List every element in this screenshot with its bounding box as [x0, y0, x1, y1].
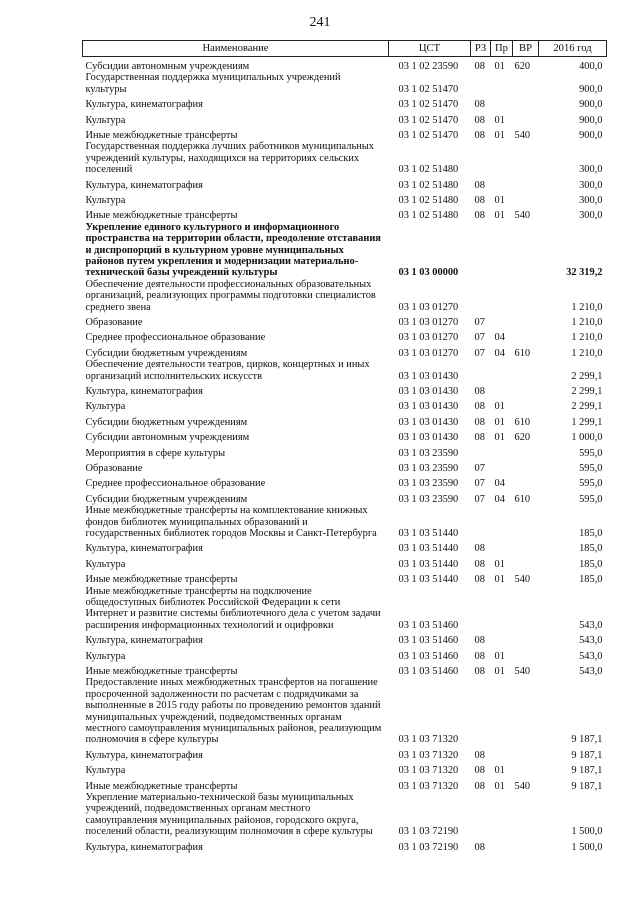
row-pr-cell: 01 — [494, 210, 505, 222]
row-vr-cell — [513, 838, 539, 853]
row-amount-cell: 2 299,1 — [571, 385, 603, 397]
table-row — [83, 505, 607, 539]
row-pr-cell — [491, 141, 513, 175]
row-name-cell: Иные межбюджетные трансферты на подключение общедоступных библиотек Российской Федерации к сети Интернет и развитие системы библиотечного дела с учетом задачи расширения информационных технологий и оцифровки — [85, 585, 381, 631]
row-amount-cell: 9 187,1 — [571, 734, 603, 746]
row-cst-cell: 03 1 03 72190 — [398, 826, 459, 838]
row-pr-cell — [491, 746, 513, 761]
header-cst: ЦСТ — [389, 41, 471, 57]
row-vr-cell — [513, 474, 539, 489]
table-row — [83, 539, 607, 554]
row-vr-cell — [513, 328, 539, 343]
row-cst-cell: 03 1 03 51460 — [398, 665, 459, 677]
row-pr-cell: 01 — [494, 780, 505, 792]
row-name-cell: Субсидии бюджетным учреждениям — [85, 347, 248, 359]
header-pr: Пр — [491, 41, 513, 57]
row-name-cell: Мероприятия в сфере культуры — [85, 447, 226, 459]
row-name-cell: Иные межбюджетные трансферты на комплектование книжных фондов библиотек муниципальных образований и государственных библиотек городов Москвы и Санкт-Петербурга — [85, 505, 377, 539]
row-rz-cell — [471, 72, 491, 95]
row-cst-cell: 03 1 02 23590 — [398, 60, 459, 72]
row-pr-cell — [491, 72, 513, 95]
row-name-cell: Субсидии бюджетным учреждениям — [85, 493, 248, 505]
row-pr-cell — [491, 586, 513, 632]
row-pr-cell: 01 — [494, 665, 505, 677]
row-rz-cell — [471, 677, 491, 745]
table-row — [83, 459, 607, 474]
row-name-cell: Культура, кинематография — [85, 385, 203, 397]
row-amount-cell: 185,0 — [579, 558, 603, 570]
row-rz-cell: 08 — [474, 574, 485, 586]
row-cst-cell: 03 1 02 51480 — [398, 179, 459, 191]
row-name-cell: Иные межбюджетные трансферты — [85, 129, 238, 141]
table-row — [83, 586, 607, 632]
row-name-cell: Укрепление материально-технической базы муниципальных учреждений, подведомственных органам местного самоуправления муниципальных районов, городского округа, поселений области, реализующим полномочия в сфере культуры — [85, 791, 373, 838]
row-vr-cell — [513, 746, 539, 761]
row-name-cell: Культура, кинематография — [85, 543, 203, 555]
row-amount-cell: 900,0 — [579, 129, 603, 141]
row-amount-cell: 543,0 — [579, 619, 603, 631]
row-name-cell: Культура — [85, 401, 126, 413]
row-amount-cell: 300,0 — [579, 179, 603, 191]
row-rz-cell — [471, 141, 491, 175]
row-cst-cell: 03 1 03 01270 — [398, 347, 459, 359]
row-name-cell: Субсидии автономным учреждениям — [85, 432, 250, 444]
row-rz-cell: 08 — [474, 385, 485, 397]
row-cst-cell: 03 1 03 51460 — [398, 619, 459, 631]
row-amount-cell: 32 319,2 — [566, 267, 603, 279]
table-row — [83, 397, 607, 412]
row-pr-cell — [491, 95, 513, 110]
row-vr-cell: 540 — [514, 665, 531, 677]
row-cst-cell: 03 1 03 71320 — [398, 749, 459, 761]
row-rz-cell — [471, 222, 491, 279]
row-amount-cell: 543,0 — [579, 635, 603, 647]
row-vr-cell — [513, 444, 539, 459]
row-vr-cell — [513, 586, 539, 632]
table-row — [83, 141, 607, 175]
row-cst-cell: 03 1 03 01430 — [398, 401, 459, 413]
table-row — [83, 95, 607, 110]
row-rz-cell: 08 — [474, 780, 485, 792]
row-vr-cell — [513, 459, 539, 474]
row-vr-cell — [513, 539, 539, 554]
row-vr-cell — [513, 555, 539, 570]
row-name-cell: Субсидии бюджетным учреждениям — [85, 416, 248, 428]
row-vr-cell — [513, 95, 539, 110]
row-name-cell: Иные межбюджетные трансферты — [85, 780, 238, 792]
row-rz-cell: 07 — [474, 317, 485, 328]
row-vr-cell: 540 — [514, 210, 531, 222]
table-row — [83, 428, 607, 443]
row-amount-cell: 595,0 — [579, 447, 603, 459]
table-row — [83, 474, 607, 489]
row-rz-cell: 08 — [474, 179, 485, 191]
row-amount-cell: 543,0 — [579, 665, 603, 677]
row-pr-cell: 01 — [494, 114, 505, 126]
row-rz-cell — [471, 792, 491, 838]
row-name-cell: Культура, кинематография — [85, 99, 203, 111]
row-vr-cell: 540 — [514, 129, 531, 141]
row-amount-cell: 2 299,1 — [571, 401, 603, 413]
row-vr-cell — [513, 382, 539, 397]
table-row — [83, 279, 607, 313]
row-rz-cell: 08 — [474, 543, 485, 555]
table-row — [83, 647, 607, 662]
row-name-cell: Культура, кинематография — [85, 179, 203, 191]
row-rz-cell: 07 — [474, 478, 485, 490]
row-vr-cell — [513, 191, 539, 206]
row-cst-cell: 03 1 02 51480 — [398, 164, 459, 176]
row-pr-cell — [491, 505, 513, 539]
table-row — [83, 206, 607, 221]
row-pr-cell: 04 — [494, 347, 505, 359]
row-name-cell: Иные межбюджетные трансферты — [85, 210, 238, 222]
row-rz-cell — [471, 586, 491, 632]
row-rz-cell: 08 — [474, 114, 485, 126]
table-row — [83, 382, 607, 397]
row-pr-cell: 01 — [494, 765, 505, 777]
row-pr-cell — [491, 313, 513, 328]
table-row — [83, 746, 607, 761]
row-vr-cell — [513, 176, 539, 191]
row-rz-cell — [471, 279, 491, 313]
row-amount-cell: 300,0 — [579, 164, 603, 176]
table-row — [83, 328, 607, 343]
row-amount-cell: 595,0 — [579, 462, 603, 474]
row-pr-cell — [491, 359, 513, 382]
row-amount-cell: 1 210,0 — [571, 301, 603, 313]
row-name-cell: Культура, кинематография — [85, 635, 203, 647]
row-amount-cell: 2 299,1 — [571, 370, 603, 382]
row-name-cell: Культура — [85, 114, 126, 126]
row-cst-cell: 03 1 03 51460 — [398, 650, 459, 662]
row-pr-cell — [491, 792, 513, 838]
table-row — [83, 677, 607, 745]
page-number: 241 — [309, 15, 331, 30]
row-cst-cell: 03 1 03 01430 — [398, 416, 459, 428]
row-vr-cell: 540 — [514, 780, 531, 792]
row-vr-cell — [513, 505, 539, 539]
row-rz-cell: 08 — [474, 665, 485, 677]
row-cst-cell: 03 1 03 01270 — [398, 301, 459, 313]
row-amount-cell: 595,0 — [579, 493, 603, 505]
row-pr-cell: 01 — [494, 401, 505, 413]
row-pr-cell — [491, 222, 513, 279]
row-pr-cell: 01 — [494, 129, 505, 141]
row-rz-cell: 08 — [474, 841, 485, 853]
row-cst-cell: 03 1 03 51440 — [398, 574, 459, 586]
row-pr-cell: 04 — [494, 478, 505, 490]
row-amount-cell: 595,0 — [579, 478, 603, 490]
table-row — [83, 792, 607, 838]
table-row — [83, 57, 607, 73]
row-pr-cell: 01 — [494, 194, 505, 206]
row-rz-cell — [471, 444, 491, 459]
row-cst-cell: 03 1 02 51470 — [398, 114, 459, 126]
row-amount-cell: 300,0 — [579, 210, 603, 222]
row-rz-cell: 08 — [474, 432, 485, 444]
table-row — [83, 662, 607, 677]
row-rz-cell — [471, 359, 491, 382]
row-vr-cell — [513, 359, 539, 382]
table-body — [83, 57, 607, 853]
row-name-cell: Культура — [85, 765, 126, 777]
row-rz-cell: 07 — [474, 347, 485, 359]
row-cst-cell: 03 1 03 71320 — [398, 780, 459, 792]
row-cst-cell: 03 1 02 51470 — [398, 83, 459, 95]
row-rz-cell: 07 — [474, 332, 485, 344]
row-amount-cell: 400,0 — [579, 60, 603, 72]
row-name-cell: Обеспечение деятельности профессиональных образовательных организаций, реализующих программы подготовки специалистов среднего звена — [85, 278, 376, 313]
row-amount-cell: 1 000,0 — [571, 432, 603, 444]
row-cst-cell: 03 1 02 51470 — [398, 129, 459, 141]
row-name-cell: Иные межбюджетные трансферты — [85, 665, 238, 677]
table-row — [83, 72, 607, 95]
row-cst-cell: 03 1 03 71320 — [398, 765, 459, 777]
row-vr-cell: 540 — [514, 574, 531, 586]
row-name-cell: Культура — [85, 194, 126, 206]
row-name-cell: Субсидии автономным учреждениям — [85, 60, 250, 72]
table-row — [83, 222, 607, 279]
row-name-cell: Государственная поддержка лучших работников муниципальных учреждений культуры, находящихся на территориях сельских поселений — [85, 141, 374, 176]
row-name-cell: Обеспечение деятельности театров, цирков, концертных и иных организаций исполнительских искусств — [85, 359, 370, 382]
row-pr-cell: 01 — [494, 650, 505, 662]
table-row — [83, 313, 607, 328]
row-pr-cell: 01 — [494, 432, 505, 444]
row-cst-cell: 03 1 02 51480 — [398, 210, 459, 222]
row-vr-cell — [513, 761, 539, 776]
row-cst-cell: 03 1 03 23590 — [398, 447, 459, 459]
row-name-cell: Образование — [85, 462, 143, 474]
row-amount-cell: 1 210,0 — [571, 332, 603, 344]
row-name-cell: Укрепление единого культурного и информационного пространства на территории области, преодоление отставания и диспропорций в культурном уровне муниципальных районов путем укрепления и модернизации материально-технической базы учреждений культуры — [85, 221, 381, 279]
row-name-cell: Иные межбюджетные трансферты — [85, 574, 238, 586]
row-rz-cell: 08 — [474, 210, 485, 222]
row-vr-cell — [513, 72, 539, 95]
row-name-cell: Государственная поддержка муниципальных учреждений культуры — [85, 72, 341, 95]
header-rz: РЗ — [471, 41, 491, 57]
row-amount-cell: 300,0 — [579, 194, 603, 206]
table-row — [83, 631, 607, 646]
row-cst-cell: 03 1 02 51470 — [398, 99, 459, 111]
row-rz-cell: 08 — [474, 749, 485, 761]
row-pr-cell: 01 — [494, 60, 505, 72]
row-name-cell: Культура — [85, 558, 126, 570]
row-name-cell: Культура, кинематография — [85, 841, 203, 853]
row-pr-cell — [491, 382, 513, 397]
row-cst-cell: 03 1 03 00000 — [398, 267, 459, 279]
row-vr-cell — [513, 631, 539, 646]
row-vr-cell — [513, 141, 539, 175]
row-cst-cell: 03 1 03 71320 — [398, 734, 459, 746]
row-amount-cell: 1 500,0 — [571, 826, 603, 838]
row-name-cell: Образование — [85, 317, 143, 328]
row-rz-cell: 08 — [474, 194, 485, 206]
table-row — [83, 126, 607, 141]
row-rz-cell — [471, 505, 491, 539]
row-pr-cell — [491, 444, 513, 459]
table-row — [83, 111, 607, 126]
row-cst-cell: 03 1 03 01430 — [398, 385, 459, 397]
row-rz-cell: 08 — [474, 60, 485, 72]
row-rz-cell: 07 — [474, 462, 485, 474]
row-vr-cell — [513, 647, 539, 662]
row-amount-cell: 1 299,1 — [571, 416, 603, 428]
row-vr-cell — [513, 792, 539, 838]
header-year: 2016 год — [539, 41, 607, 57]
row-name-cell: Культура — [85, 650, 126, 662]
row-pr-cell: 04 — [494, 493, 505, 505]
row-pr-cell: 01 — [494, 416, 505, 428]
row-vr-cell: 610 — [514, 416, 531, 428]
row-cst-cell: 03 1 03 51440 — [398, 543, 459, 555]
row-vr-cell — [513, 397, 539, 412]
row-amount-cell: 900,0 — [579, 99, 603, 111]
table-row — [83, 570, 607, 585]
table-row — [83, 490, 607, 505]
row-rz-cell: 08 — [474, 635, 485, 647]
row-amount-cell: 900,0 — [579, 83, 603, 95]
row-vr-cell — [513, 222, 539, 279]
row-cst-cell: 03 1 03 01270 — [398, 332, 459, 344]
row-cst-cell: 03 1 03 51460 — [398, 635, 459, 647]
row-amount-cell: 185,0 — [579, 527, 603, 539]
row-amount-cell: 1 210,0 — [571, 347, 603, 359]
row-pr-cell: 04 — [494, 332, 505, 344]
table-row — [83, 359, 607, 382]
table-row — [83, 344, 607, 359]
row-pr-cell: 01 — [494, 558, 505, 570]
row-amount-cell: 185,0 — [579, 543, 603, 555]
row-pr-cell — [491, 176, 513, 191]
row-cst-cell: 03 1 03 01270 — [398, 317, 459, 328]
row-cst-cell: 03 1 03 01430 — [398, 432, 459, 444]
row-amount-cell: 185,0 — [579, 574, 603, 586]
row-cst-cell: 03 1 03 23590 — [398, 478, 459, 490]
row-vr-cell — [513, 313, 539, 328]
row-rz-cell: 08 — [474, 129, 485, 141]
row-rz-cell: 07 — [474, 493, 485, 505]
row-rz-cell: 08 — [474, 765, 485, 777]
table-row — [83, 555, 607, 570]
row-pr-cell — [491, 677, 513, 745]
row-pr-cell — [491, 539, 513, 554]
row-vr-cell — [513, 111, 539, 126]
row-amount-cell: 9 187,1 — [571, 765, 603, 777]
row-pr-cell — [491, 631, 513, 646]
row-vr-cell: 610 — [514, 493, 531, 505]
table-row — [83, 838, 607, 853]
row-rz-cell: 08 — [474, 650, 485, 662]
row-name-cell: Среднее профессиональное образование — [85, 478, 266, 490]
row-pr-cell — [491, 459, 513, 474]
row-cst-cell: 03 1 03 51440 — [398, 527, 459, 539]
row-pr-cell — [491, 279, 513, 313]
row-vr-cell — [513, 677, 539, 745]
table-row — [83, 176, 607, 191]
row-rz-cell: 08 — [474, 401, 485, 413]
row-pr-cell — [491, 838, 513, 853]
row-amount-cell: 900,0 — [579, 114, 603, 126]
table-row — [83, 191, 607, 206]
table-header — [83, 41, 607, 57]
row-rz-cell: 08 — [474, 416, 485, 428]
row-amount-cell: 9 187,1 — [571, 780, 603, 792]
row-amount-cell: 1 210,0 — [571, 317, 603, 328]
row-cst-cell: 03 1 03 72190 — [398, 841, 459, 853]
row-cst-cell: 03 1 03 51440 — [398, 558, 459, 570]
row-vr-cell: 620 — [514, 60, 531, 72]
row-vr-cell: 610 — [514, 347, 531, 359]
row-name-cell: Культура, кинематография — [85, 749, 203, 761]
row-amount-cell: 543,0 — [579, 650, 603, 662]
header-vr: ВР — [513, 41, 539, 57]
row-vr-cell: 620 — [514, 432, 531, 444]
row-cst-cell: 03 1 03 01430 — [398, 370, 459, 382]
table-row — [83, 761, 607, 776]
row-cst-cell: 03 1 02 51480 — [398, 194, 459, 206]
row-cst-cell: 03 1 03 23590 — [398, 462, 459, 474]
row-rz-cell: 08 — [474, 99, 485, 111]
table-row — [83, 777, 607, 792]
row-name-cell: Предоставление иных межбюджетных трансфертов на погашение просроченной задолженности по расчетам с подрядчиками за выполненные в 2015 году работы по проведению ремонтов зданий муниципальных учреждений, подведомственных органам местного самоуправления муниципальных районов, реализующим полномочия в сфере культуры — [85, 677, 382, 746]
header-name: Наименование — [83, 41, 389, 57]
row-amount-cell: 9 187,1 — [571, 749, 603, 761]
row-cst-cell: 03 1 03 23590 — [398, 493, 459, 505]
row-vr-cell — [513, 279, 539, 313]
budget-table — [82, 40, 607, 853]
row-name-cell: Среднее профессиональное образование — [85, 332, 266, 344]
row-rz-cell: 08 — [474, 558, 485, 570]
table-row — [83, 444, 607, 459]
row-pr-cell: 01 — [494, 574, 505, 586]
row-amount-cell: 1 500,0 — [571, 841, 603, 853]
table-row — [83, 413, 607, 428]
